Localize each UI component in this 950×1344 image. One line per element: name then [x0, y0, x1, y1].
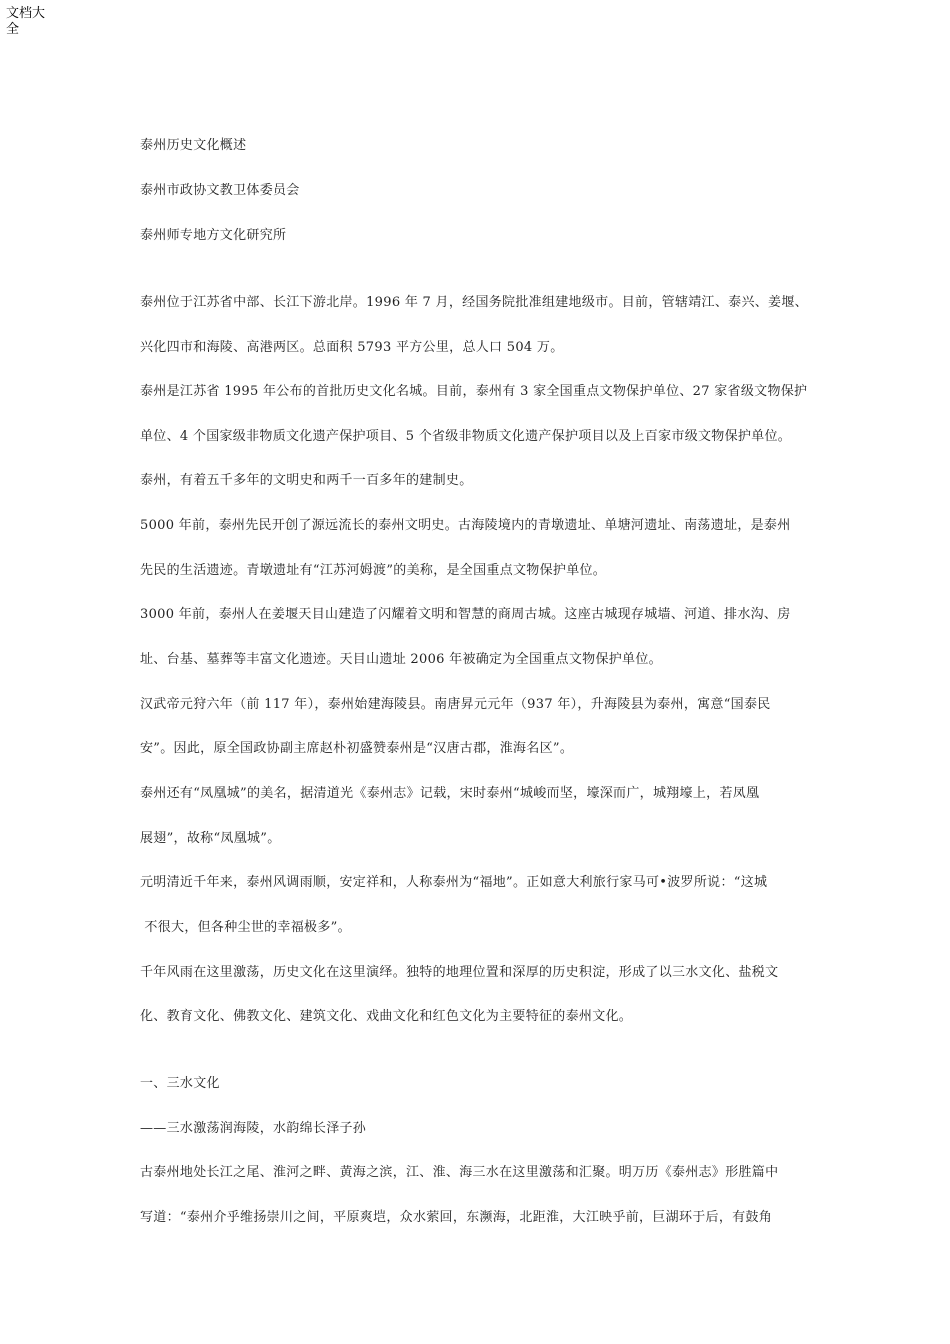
body-line: 元明清近千年来，泰州风调雨顺，安定祥和，人称泰州为“福地”。正如意大利旅行家马可•波罗所说：“这城 — [140, 875, 768, 890]
body-line: 先民的生活遗迹。青墩遗址有“江苏河姆渡”的美称，是全国重点文物保护单位。 — [140, 563, 607, 578]
body-line: 泰州还有“凤凰城”的美名，据清道光《泰州志》记载，宋时泰州“城峻而坚，壕深而广，城翔壕上，若凤凰 — [140, 786, 760, 801]
body-line: 泰州是江苏省 1995 年公布的首批历史文化名城。目前，泰州有 3 家全国重点文物保护单位、27 家省级文物保护 — [140, 384, 808, 399]
body-line: 写道：“泰州介乎维扬崇川之间，平原爽垲，众水萦回，东濒海，北距淮，大江映乎前，巨湖环于后，有鼓角 — [140, 1210, 773, 1225]
body-line: 单位、4 个国家级非物质文化遗产保护项目、5 个省级非物质文化遗产保护项目以及上百家市级文物保护单位。 — [140, 429, 792, 444]
body-line: 汉武帝元狩六年（前 117 年），泰州始建海陵县。南唐昇元元年（937 年），升海陵县为泰州，寓意“国泰民 — [140, 697, 771, 712]
section-subheading: ——三水激荡润海陵，水韵绵长泽子孙 — [140, 1121, 367, 1136]
document-title: 泰州历史文化概述 — [140, 138, 247, 153]
body-line: 址、台基、墓葬等丰富文化遗迹。天目山遗址 2006 年被确定为全国重点文物保护单位。 — [140, 652, 662, 667]
section-heading: 一、三水文化 — [140, 1076, 220, 1091]
body-line: 化、教育文化、佛教文化、建筑文化、戏曲文化和红色文化为主要特征的泰州文化。 — [140, 1009, 633, 1024]
body-line: 展翅”，故称“凤凰城”。 — [140, 831, 281, 846]
body-line: 3000 年前，泰州人在姜堰天目山建造了闪耀着文明和智慧的商周古城。这座古城现存城墙、河道、排水沟、房 — [140, 607, 791, 622]
body-line: 泰州，有着五千多年的文明史和两千一百多年的建制史。 — [140, 473, 473, 488]
body-line: 泰州位于江苏省中部、长江下游北岸。1996 年 7 月，经国务院批准组建地级市。目前，管辖靖江、泰兴、姜堰、 — [140, 295, 808, 310]
body-line: 千年风雨在这里激荡，历史文化在这里演绎。独特的地理位置和深厚的历史积淀，形成了以三水文化、盐税文 — [140, 965, 779, 980]
author-org-1: 泰州市政协文教卫体委员会 — [140, 183, 300, 198]
body-line: 古泰州地处长江之尾、淮河之畔、黄海之滨，江、淮、海三水在这里激荡和汇聚。明万历《泰州志》形胜篇中 — [140, 1165, 779, 1180]
author-org-2: 泰州师专地方文化研究所 — [140, 228, 287, 243]
body-line: 不很大，但各种尘世的幸福极多”。 — [140, 920, 351, 935]
body-line: 兴化四市和海陵、高港两区。总面积 5793 平方公里，总人口 504 万。 — [140, 340, 564, 355]
header-mark: 文档大全 — [6, 6, 46, 37]
body-line: 5000 年前，泰州先民开创了源远流长的泰州文明史。古海陵境内的青墩遗址、单塘河遗址、南荡遗址，是泰州 — [140, 518, 791, 533]
body-line: 安”。因此，原全国政协副主席赵朴初盛赞泰州是“汉唐古郡，淮海名区”。 — [140, 741, 574, 756]
